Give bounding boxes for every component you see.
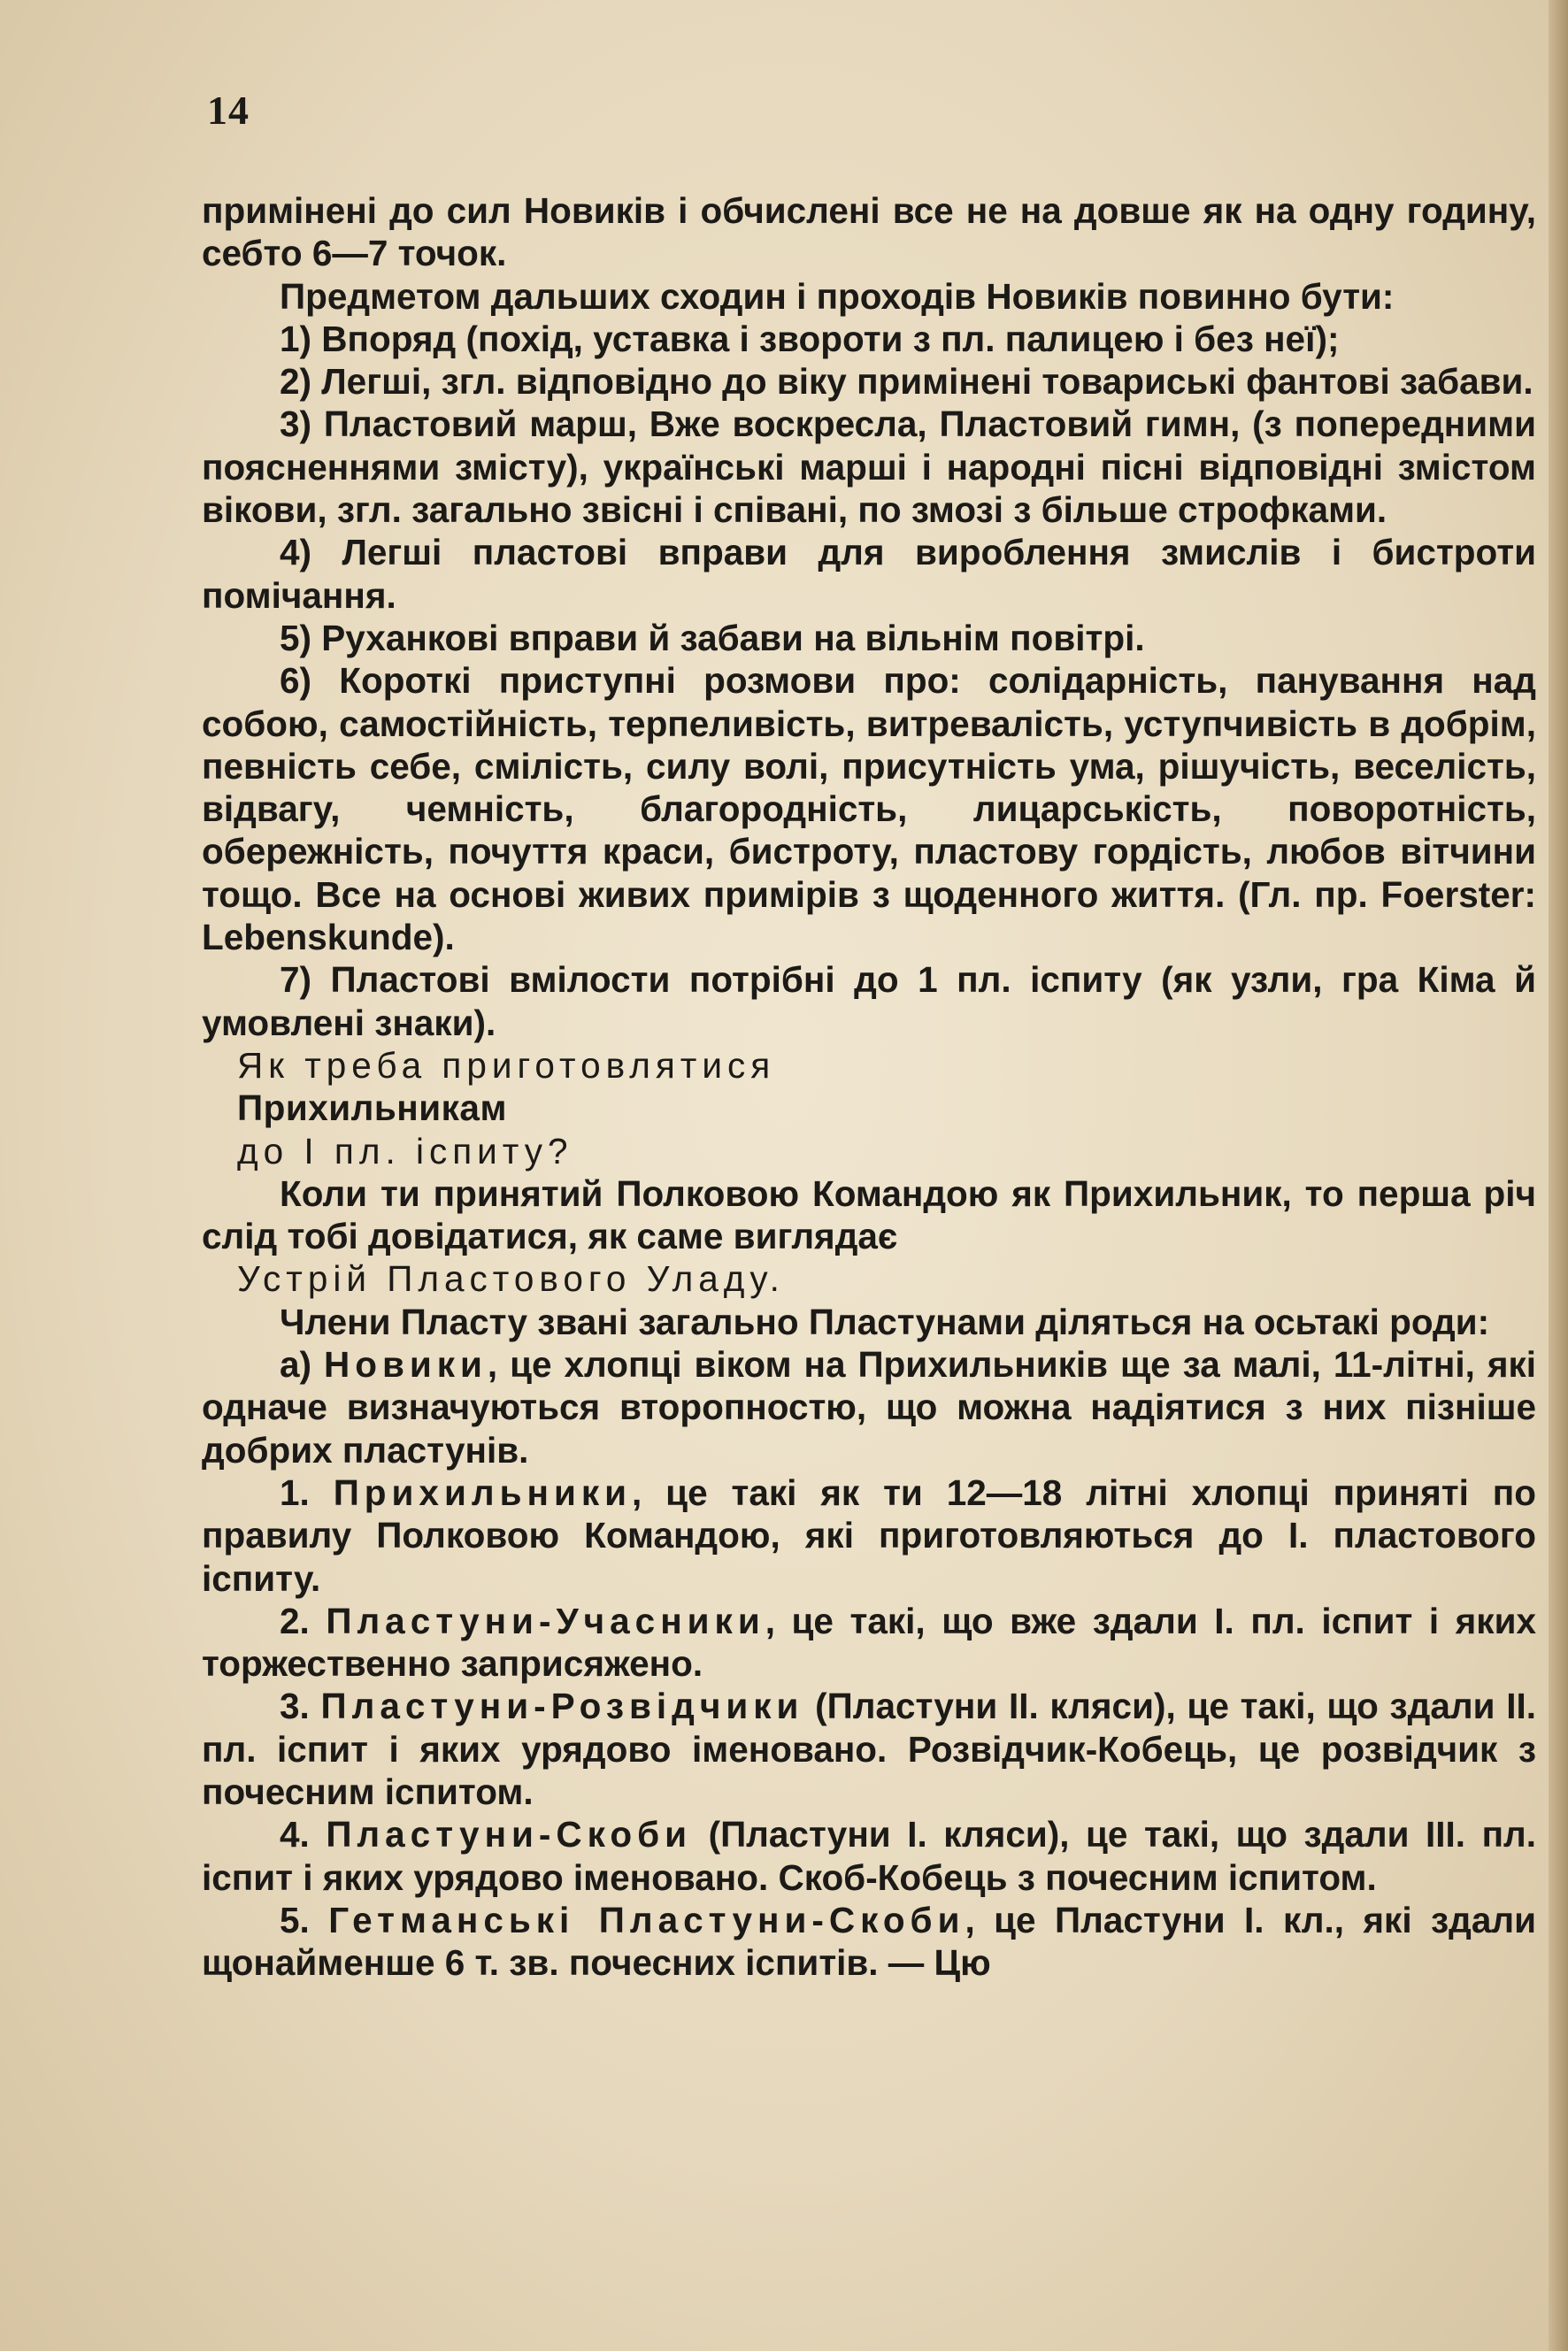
list-item-outdoor: 5) Руханкові вправи й забави на вільнім повітрі. [280, 617, 1145, 658]
list-item-exercises: 4) Легші пластові вправи для вироблення змислів і бистроти помічання. [202, 532, 1536, 616]
subsection-heading: Устрій Пластового Уладу. [237, 1258, 785, 1300]
list-item-drill: 1) Впоряд (похід, уставка і звороти з пл. палицею і без неї); [280, 318, 1340, 359]
paragraph-intro: Коли ти принятий Полковою Командою як Прихильник, то перша річ слід тобі довідатися, як саме виглядає [202, 1172, 1536, 1257]
page-body [202, 189, 1536, 1984]
page-number: 14 [207, 88, 250, 133]
group-name: Гетманські Пластуни-Скоби [328, 1899, 965, 1940]
list-item-games: 2) Легші, згл. відповідно до віку примінені товариські фантові забави. [280, 361, 1533, 403]
paragraph-subject: Предметом дальших сходин і проходів Новиків повинно бути: [280, 275, 1395, 317]
group-prefix: 2. [280, 1600, 327, 1641]
group-name: Пластуни-Розвідчики [320, 1686, 804, 1727]
group-prefix: 3. [280, 1686, 321, 1727]
group-name: Прихильники [333, 1471, 633, 1513]
member-group-rozvidchyky [202, 1685, 1536, 1813]
group-text: , це такі, що вже здали I. пл. іспит і яких торжественно заприсяжено. [202, 1600, 1536, 1685]
group-name: Новики [323, 1344, 488, 1386]
section-heading-line-1: Як треба приготовлятися [237, 1044, 776, 1086]
group-text: , це такі як ти 12—18 літні хлопці приняті по правилу Полковою Командою, які приготовляються до I. пластового іспиту. [202, 1471, 1536, 1599]
paragraph-continuation: примінені до сил Новиків і обчислені все не на довше як на одну годину, себто 6—7 точок. [202, 190, 1536, 274]
member-group-skoby [202, 1813, 1536, 1899]
group-text: (Пластуни I. кляси), це такі, що здали III. пл. іспит і яких урядово іменовано. Скоб-Кобець з почесним іспитом. [202, 1814, 1537, 1898]
group-prefix: а) [280, 1344, 324, 1386]
section-heading-line-3: до I пл. іспиту? [237, 1130, 573, 1172]
section-heading-line-2: Прихильникам [237, 1087, 507, 1129]
member-group-hetmanski [202, 1899, 1536, 1985]
group-prefix: 5. [280, 1899, 329, 1940]
member-group-pryhylnyky [202, 1471, 1536, 1600]
member-group-uchasnyky [202, 1600, 1536, 1686]
group-prefix: 1. [280, 1471, 334, 1513]
group-text: , це хлопці віком на Прихильників ще за малі, 11-літні, які одначе визначуються второпностю, що можна надіятися з них пізніше добрих пластунів. [202, 1344, 1537, 1471]
page-edge [1549, 0, 1568, 2351]
list-item-talks: 6) Короткі приступні розмови про: солідарність, панування над собою, самостійність, терпеливість, витреваліcть, уступчивість в добрім, певність себе, смілість, силу волі, присутність ума, рішучість, веселість, відвагу, чемність, благородність, лицарськість, поворотність, обережність, почуття краси, бистроту, пластову гордість, любов вітчини тощо. Все на основі живих примірів з щоденного життя. (Гл. пр. Foerster: Lebenskunde). [202, 660, 1536, 958]
list-item-songs: 3) Пластовий марш, Вже воскресла, Пластовий гимн, (з попередними поясненнями змісту), українські марші і народні пісні відповідні змістом вікови, згл. загально звісні і співані, по змозі з більше строфками. [202, 403, 1536, 531]
list-item-skills: 7) Пластові вмілости потрібні до 1 пл. іспиту (як узли, гра Кіма й умовлені знаки). [202, 959, 1536, 1043]
group-prefix: 4. [280, 1814, 327, 1855]
paragraph-members: Члени Пласту звані загально Пластунами діляться на осьтакі роди: [280, 1301, 1490, 1342]
group-name: Пластуни-Скоби [326, 1814, 693, 1855]
group-text: (Пластуни II. кляси), це такі, що здали II. пл. іспит і яких урядово іменовано. Розвідчик-Кобець, це розвідчик з почесним іспитом. [202, 1686, 1537, 1812]
group-text: , це Пластуни I. кл., які здали щонайменше 6 т. зв. почесних іспитів. — Цю [202, 1899, 1536, 1984]
member-group-novyky [202, 1343, 1536, 1471]
group-name: Пластуни-Учасники [326, 1600, 765, 1641]
